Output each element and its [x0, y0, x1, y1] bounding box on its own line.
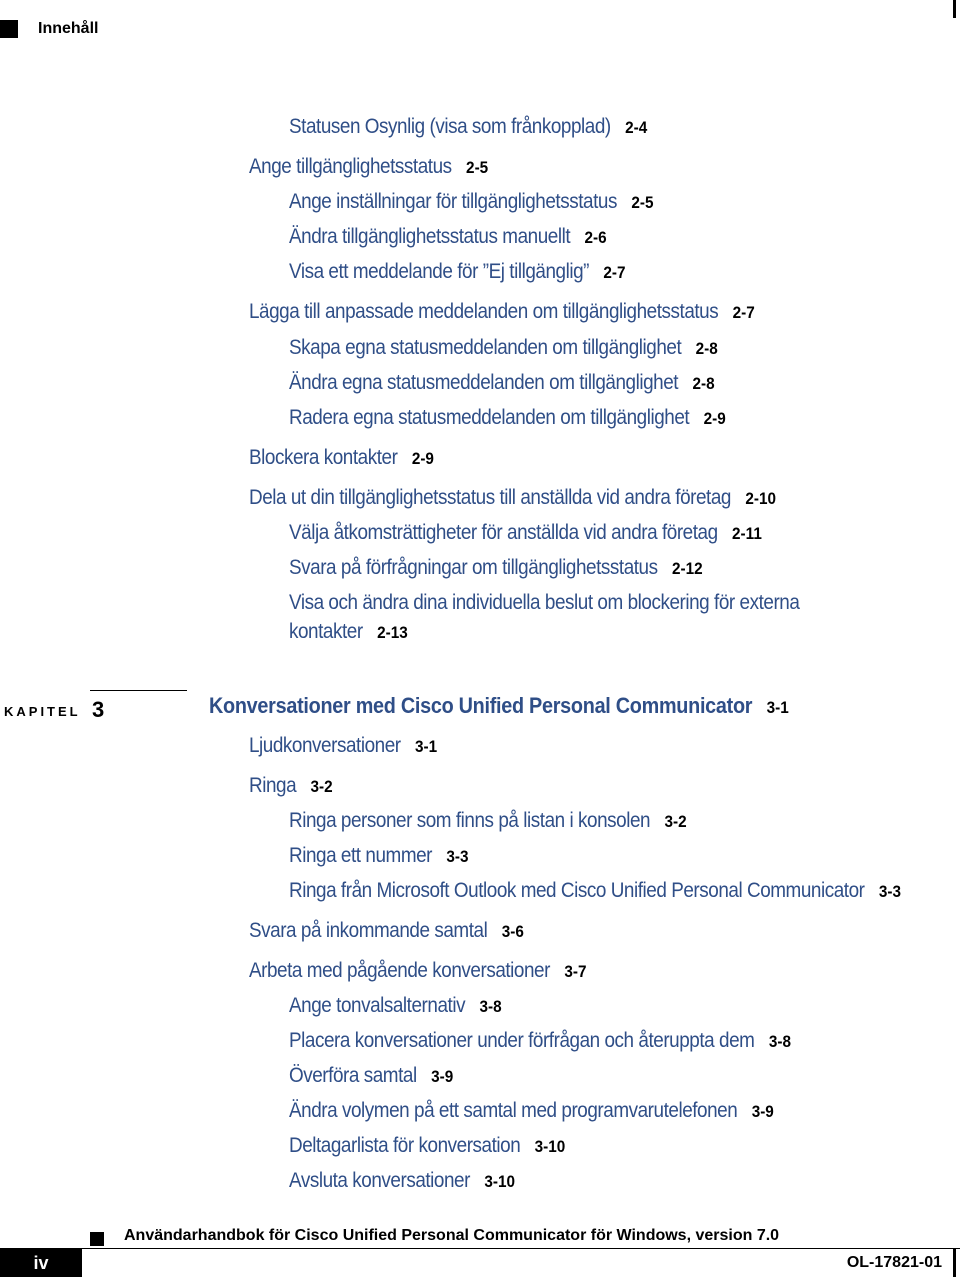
toc-entry-page: 2-12 — [672, 559, 703, 578]
toc-entry-page: 3-8 — [479, 997, 502, 1016]
toc-entry-title: Dela ut din tillgänglighetsstatus till anställda vid andra företag — [249, 486, 731, 509]
toc-entry-title: Ändra egna statusmeddelanden om tillgänglighet — [289, 371, 679, 394]
toc-entry-line2[interactable] — [289, 620, 408, 644]
footer-rule — [0, 1248, 960, 1249]
toc-entry-title: Ändra volymen på ett samtal med programvarutelefonen — [289, 1099, 738, 1122]
toc-entry-title: Deltagarlista för konversation — [289, 1134, 521, 1157]
toc-entry-page: 3-10 — [534, 1137, 566, 1156]
toc-entry-title: Blockera kontakter — [249, 446, 398, 469]
toc-entry-title: Avsluta konversationer — [289, 1169, 470, 1192]
toc-entry[interactable] — [289, 879, 901, 903]
toc-entry-title: Svara på förfrågningar om tillgänglighetsstatus — [289, 556, 658, 579]
toc-entry[interactable] — [289, 336, 718, 360]
toc-entry[interactable] — [249, 734, 437, 758]
toc-entry-title: Ange tillgänglighetsstatus — [249, 155, 452, 178]
toc-entry[interactable] — [289, 225, 607, 249]
toc-entry-page: 3-9 — [751, 1102, 774, 1121]
toc-entry-title: Ändra tillgänglighetsstatus manuellt — [289, 225, 571, 248]
toc-entry-page: 2-11 — [732, 524, 762, 543]
toc-entry-title: Ljudkonversationer — [249, 734, 401, 757]
toc-entry-title: Radera egna statusmeddelanden om tillgänglighet — [289, 406, 690, 429]
toc-entry-title: Ringa — [249, 774, 297, 797]
toc-entry[interactable] — [289, 521, 762, 545]
footer-marker — [90, 1232, 104, 1246]
toc-entry-title: Överföra samtal — [289, 1064, 417, 1087]
toc-entry-page: 2-9 — [703, 409, 726, 428]
toc-entry-page: 2-7 — [603, 263, 626, 282]
toc-entry-page: 3-2 — [664, 812, 687, 831]
toc-entry-title: Ange tonvalsalternativ — [289, 994, 466, 1017]
toc-entry[interactable] — [289, 190, 653, 214]
chapter-title-page: 3-1 — [766, 698, 789, 717]
chapter-title-text: Konversationer med Cisco Unified Personal Communicator — [209, 693, 753, 718]
toc-entry[interactable] — [249, 959, 586, 983]
toc-entry-title: Placera konversationer under förfrågan och återuppta dem — [289, 1029, 755, 1052]
toc-entry-page: 2-8 — [695, 339, 718, 358]
toc-entry[interactable] — [249, 774, 333, 798]
toc-entry[interactable] — [249, 155, 488, 179]
toc-entry-page: 2-5 — [466, 158, 489, 177]
footer-edge-mark — [953, 1249, 956, 1277]
toc-entry-title: Lägga till anpassade meddelanden om tillgänglighetsstatus — [249, 300, 719, 323]
header-section-title: Innehåll — [38, 20, 99, 37]
toc-entry-title: Statusen Osynlig (visa som frånkopplad) — [289, 115, 611, 138]
toc-entry[interactable] — [289, 844, 469, 868]
toc-entry-page: 3-6 — [501, 922, 524, 941]
toc-entry[interactable] — [289, 556, 703, 580]
toc-entry[interactable] — [289, 994, 502, 1018]
toc-entry-page: 3-7 — [564, 962, 587, 981]
toc-entry-page: 3-1 — [415, 737, 438, 756]
toc-entry-title: Svara på inkommande samtal — [249, 919, 488, 942]
toc-entry-title: Skapa egna statusmeddelanden om tillgänglighet — [289, 336, 682, 359]
toc-entry[interactable] — [249, 486, 776, 510]
toc-entry[interactable] — [289, 260, 626, 284]
toc-entry[interactable] — [289, 809, 687, 833]
footer-doc-code: OL-17821-01 — [846, 1254, 942, 1271]
toc-entry-title: Arbeta med pågående konversationer — [249, 959, 550, 982]
toc-entry[interactable] — [249, 919, 524, 943]
toc-entry[interactable] — [289, 406, 726, 430]
toc-entry-title: Välja åtkomsträttigheter för anställda vid andra företag — [289, 521, 718, 544]
toc-entry-page: 3-2 — [310, 777, 333, 796]
footer-page-number: iv — [0, 1249, 82, 1277]
footer-doc-title: Användarhandbok för Cisco Unified Personal Communicator för Windows, version 7.0 — [124, 1227, 780, 1244]
toc-entry-page: 2-10 — [745, 489, 776, 508]
toc-entry-page: 3-8 — [768, 1032, 791, 1051]
toc-entry-title: Ringa från Microsoft Outlook med Cisco Unified Personal Communicator — [289, 879, 865, 902]
toc-entry-page: 2-7 — [732, 303, 755, 322]
toc-entry-title: Ringa personer som finns på listan i konsolen — [289, 809, 651, 832]
header-edge-mark — [953, 0, 956, 18]
toc-entry-title: Visa och ändra dina individuella beslut om blockering för externa — [289, 591, 800, 614]
toc-entry-title: Ringa ett nummer — [289, 844, 433, 867]
toc-entry-page: 3-9 — [431, 1067, 454, 1086]
toc-entry-page: 2-6 — [584, 228, 607, 247]
chapter-label: KAPITEL — [4, 704, 81, 719]
toc-entry-page: 2-4 — [625, 118, 648, 137]
header-marker — [0, 20, 18, 38]
toc-entry-page: 2-9 — [411, 449, 434, 468]
toc-entry-page: 3-10 — [484, 1172, 515, 1191]
toc-entry-title: kontakter — [289, 620, 363, 643]
toc-entry[interactable] — [289, 115, 647, 139]
toc-entry[interactable] — [289, 1064, 453, 1088]
chapter-title[interactable] — [209, 693, 789, 719]
toc-entry-page: 2-13 — [377, 623, 408, 642]
toc-entry-title: Ange inställningar för tillgänglighetsstatus — [289, 190, 617, 213]
toc-entry[interactable] — [249, 300, 755, 324]
chapter-rule — [90, 690, 187, 691]
toc-entry[interactable] — [249, 446, 434, 470]
toc-entry[interactable] — [289, 1029, 791, 1053]
toc-entry[interactable] — [289, 1134, 565, 1158]
toc-entry-line1[interactable] — [289, 591, 799, 615]
toc-entry-page: 3-3 — [446, 847, 469, 866]
toc-entry-page: 2-8 — [692, 374, 715, 393]
chapter-number: 3 — [92, 697, 105, 722]
toc-entry-page: 2-5 — [631, 193, 654, 212]
toc-entry[interactable] — [289, 1169, 515, 1193]
toc-entry-page: 3-3 — [878, 882, 902, 901]
toc-entry[interactable] — [289, 1099, 774, 1123]
toc-entry-title: Visa ett meddelande för ”Ej tillgänglig” — [289, 260, 589, 283]
toc-entry[interactable] — [289, 371, 715, 395]
